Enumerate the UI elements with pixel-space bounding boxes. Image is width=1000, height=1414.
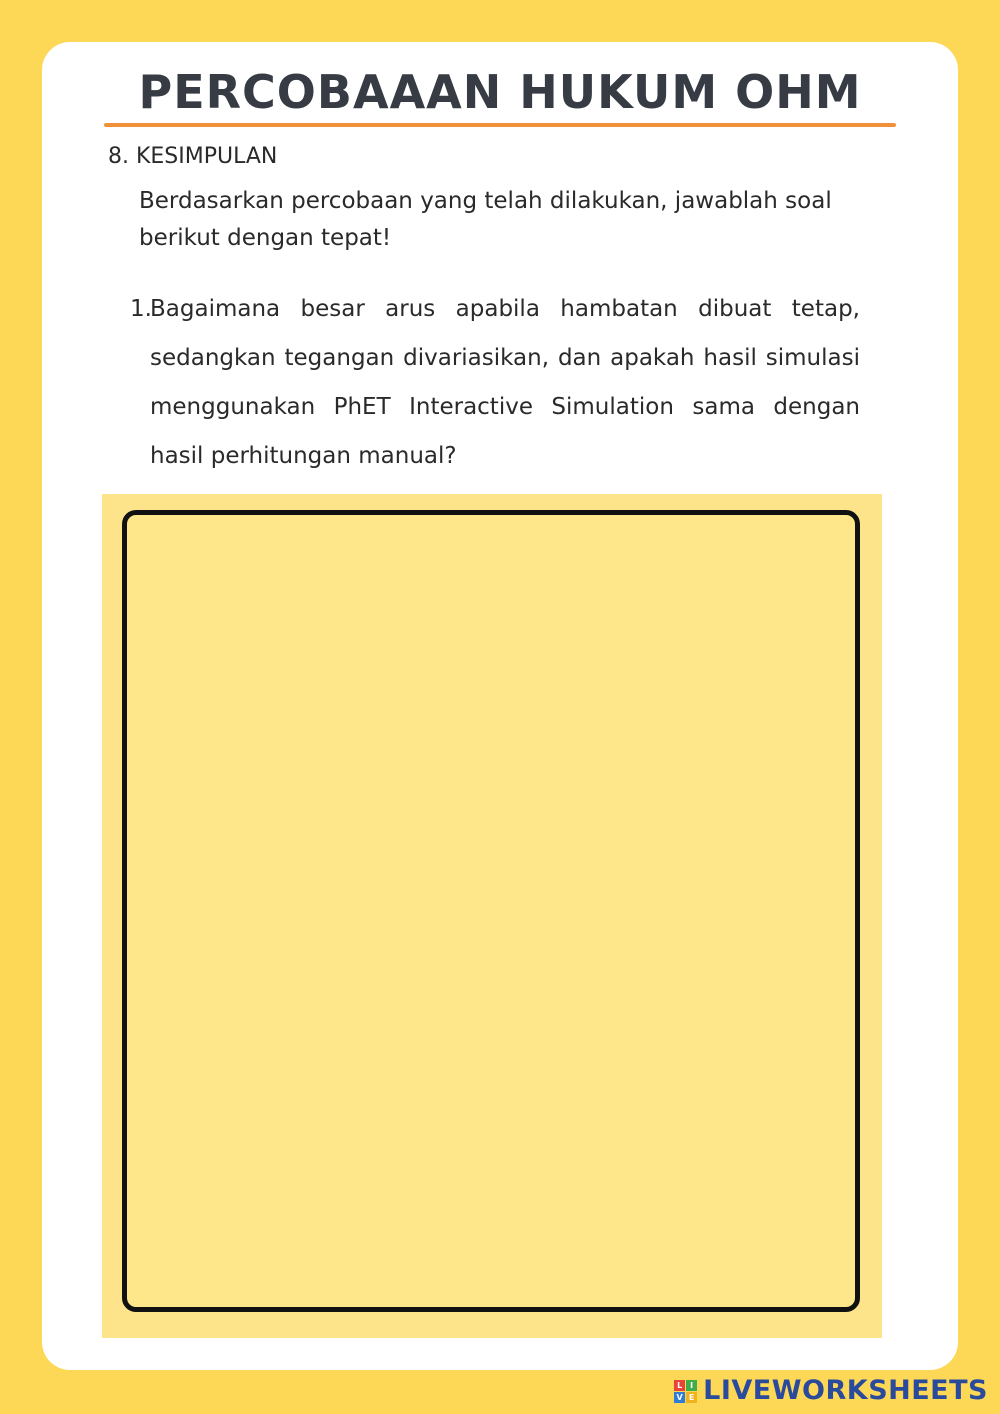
answer-box (122, 510, 860, 1312)
question-item (130, 285, 860, 481)
brand-name: LIVEWORKSHEETS (703, 1375, 988, 1406)
liveworksheets-logo-icon (674, 1380, 697, 1403)
logo-letter: I (686, 1380, 697, 1391)
logo-letter: V (674, 1392, 685, 1403)
section-heading: 8. KESIMPULAN (108, 144, 278, 169)
title-divider (104, 123, 896, 127)
answer-input[interactable] (127, 515, 855, 1307)
instructions-text: Berdasarkan percobaan yang telah dilakukan, jawablah soal berikut dengan tepat! (139, 188, 832, 251)
question-number: 1. (130, 296, 152, 322)
worksheet-title: PERCOBAAAN HUKUM OHM (138, 65, 862, 119)
logo-letter: E (686, 1392, 697, 1403)
question-text: Bagaimana besar arus apabila hambatan dibuat tetap, sedangkan tegangan divariasikan, dan apakah hasil simulasi menggunakan PhET Interactive Simulation sama dengan hasil perhitungan manual? (150, 296, 860, 469)
liveworksheets-brand[interactable] (674, 1376, 988, 1406)
logo-letter: L (674, 1380, 685, 1391)
